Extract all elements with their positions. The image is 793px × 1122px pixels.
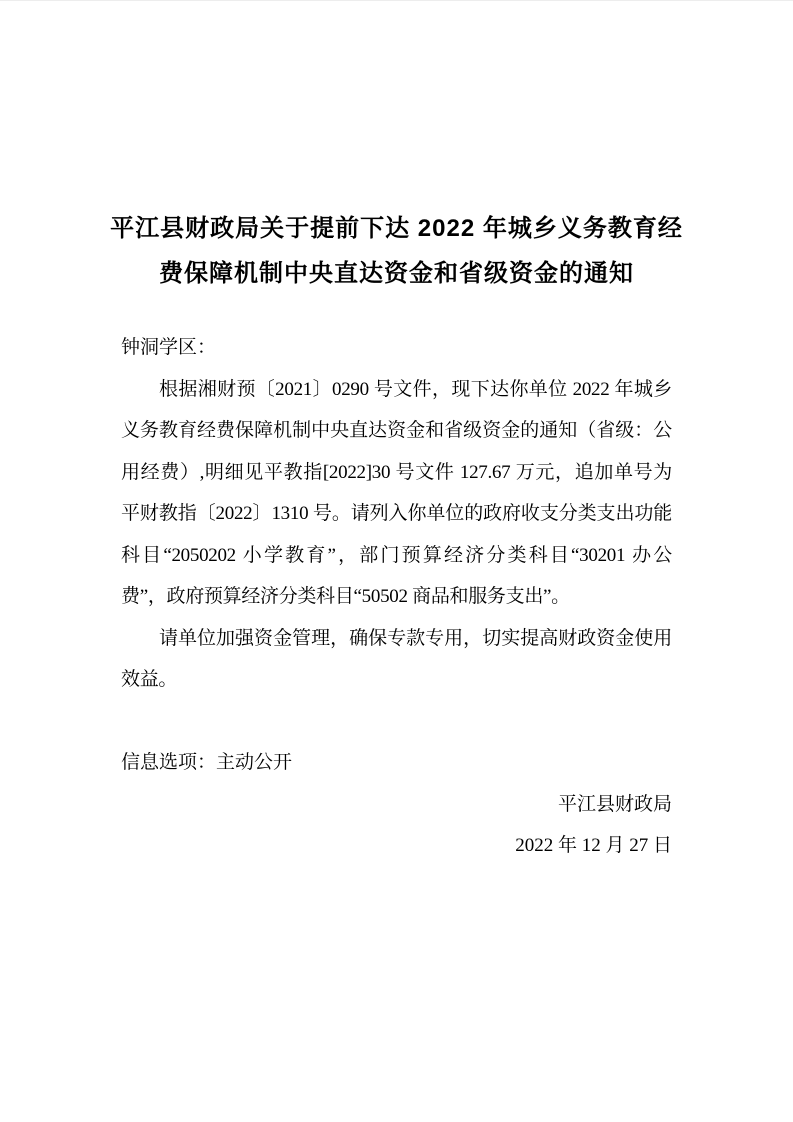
paragraph-line: 义务教育经费保障机制中央直达资金和省级资金的通知（省级：公 bbox=[121, 420, 672, 441]
title-line: 平江县财政局关于提前下达 2022 年城乡义务教育经 bbox=[110, 215, 683, 242]
paragraph-line: 效益。 bbox=[121, 669, 178, 690]
paragraph-line: 用经费）,明细见平教指[2022]30 号文件 127.67 万元，追加单号为 bbox=[121, 461, 672, 483]
paragraph-line: 费”，政府预算经济分类科目“50502 商品和服务支出”。 bbox=[121, 586, 570, 607]
body-paragraphs bbox=[121, 369, 672, 701]
paragraph-line: 根据湘财预〔2021〕0290 号文件，现下达你单位 2022 年城乡 bbox=[159, 378, 672, 400]
paragraph-line: 请单位加强资金管理，确保专款专用，切实提高财政资金使用 bbox=[159, 627, 672, 649]
paragraph-line: 平财教指〔2022〕1310 号。请列入你单位的政府收支分类支出功能 bbox=[121, 503, 672, 524]
document-title bbox=[107, 206, 686, 296]
paragraph bbox=[121, 618, 672, 701]
info-disclosure-line: 信息选项：主动公开 bbox=[121, 752, 293, 773]
title-line: 费保障机制中央直达资金和省级资金的通知 bbox=[159, 260, 634, 287]
paragraph-line: 科目“2050202 小学教育”，部门预算经济分类科目“30201 办公 bbox=[121, 544, 672, 566]
issue-date: 2022 年 12 月 27 日 bbox=[515, 835, 672, 856]
document-body bbox=[121, 327, 672, 867]
issuer-signature: 平江县财政局 bbox=[557, 793, 672, 815]
addressee-line: 钟洞学区： bbox=[121, 337, 217, 358]
paragraph bbox=[121, 369, 672, 618]
